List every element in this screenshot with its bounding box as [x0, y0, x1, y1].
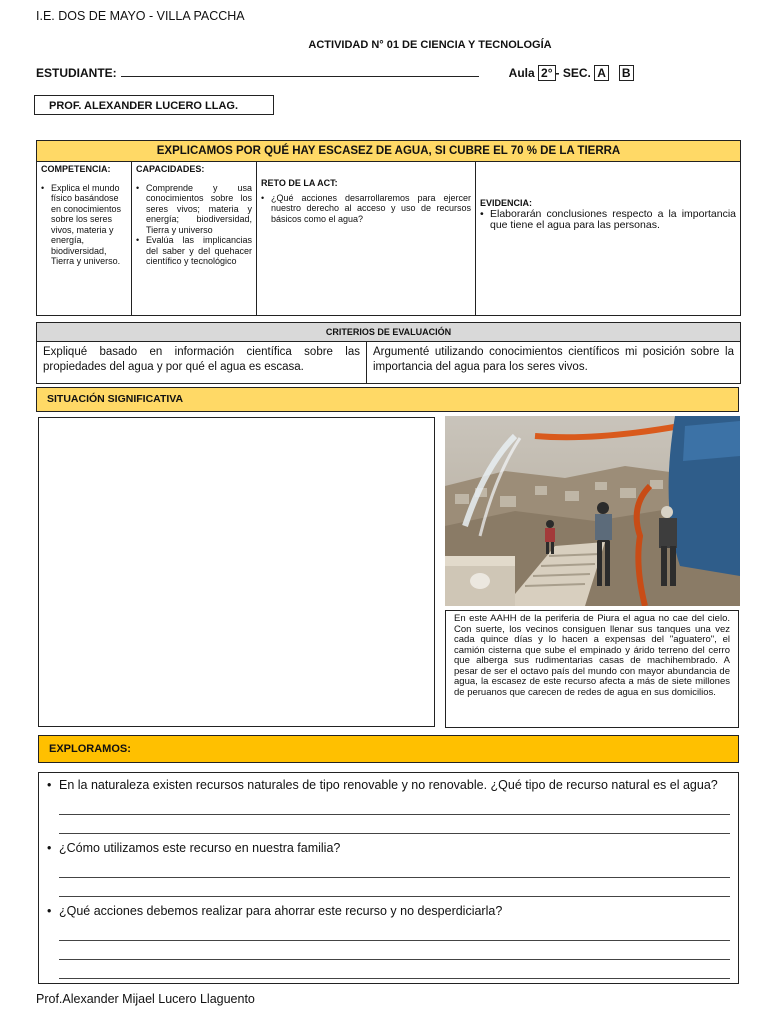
student-row — [36, 64, 636, 81]
answer-line[interactable] — [59, 796, 730, 815]
section-b-box[interactable]: B — [619, 65, 634, 81]
footer-author: Prof.Alexander Mijael Lucero Llaguento — [36, 992, 255, 1006]
evidencia-item: • Elaborarán conclusiones respecto a la importancia que tiene el agua para las personas. — [488, 209, 736, 231]
answer-line[interactable] — [59, 859, 730, 878]
question-block — [47, 840, 730, 897]
activity-title: ACTIVIDAD N° 01 DE CIENCIA Y TECNOLOGÍA — [308, 39, 552, 51]
sec-label: - SEC. — [555, 66, 591, 80]
question-item: • ¿Qué acciones debemos realizar para ahorrar este recurso y no desperdiciarla? — [47, 903, 730, 920]
capacidad-item: • Evalúa las implicancias del saber y del quehacer científico y tecnológico — [144, 235, 252, 267]
reto-header: RETO DE LA ACT: — [261, 178, 338, 188]
photo-caption: En este AAHH de la periferia de Piura el agua no cae del cielo. Con suerte, los vecinos consiguen llenar sus tanques una vez cada quince días y lo hacen a expensas del "aguatero", el camión cisterna que sube el empinado y árido terreno del cerro que alberga sus rudimentarias casas de machihembrado. A pesar de ser el octavo país del mundo con mayor abundancia de agua, la escasez de este recurso afecta a más de siete millones de peruanos que carecen de redes de agua en sus domicilios. — [445, 610, 739, 728]
exploramos-header: EXPLORAMOS: — [38, 735, 739, 763]
criterion-left: Expliqué basado en información científica sobre las propiedades del agua y por qué el agua es escasa. — [37, 342, 367, 384]
reto-item: • ¿Qué acciones desarrollaremos para ejercer nuestro derecho al acceso y uso de recursos básicos como el agua? — [269, 193, 471, 225]
situacion-header: SITUACIÓN SIGNIFICATIVA — [36, 387, 739, 412]
evidencia-column — [476, 162, 740, 316]
activity-table-title: EXPLICAMOS POR QUÉ HAY ESCASEZ DE AGUA, SI CUBRE EL 70 % DE LA TIERRA — [37, 141, 740, 162]
competencia-header: COMPETENCIA: — [41, 164, 111, 174]
competencia-column — [37, 162, 132, 316]
question-block — [47, 777, 730, 834]
teacher-box: PROF. ALEXANDER LUCERO LLAG. — [34, 95, 274, 115]
capacidades-column — [132, 162, 257, 316]
criteria-title: CRITERIOS DE EVALUACIÓN — [37, 323, 740, 342]
aula-value: 2° — [538, 65, 555, 81]
water-truck-photo — [445, 416, 740, 606]
questions-box — [38, 772, 739, 984]
capacidades-header: CAPACIDADES: — [136, 164, 205, 174]
question-item: • En la naturaleza existen recursos naturales de tipo renovable y no renovable. ¿Qué tipo de recurso natural es el agua? — [47, 777, 730, 794]
answer-line[interactable] — [59, 878, 730, 897]
school-name: I.E. DOS DE MAYO - VILLA PACCHA — [36, 9, 245, 23]
answer-line[interactable] — [59, 941, 730, 960]
student-label: ESTUDIANTE: — [36, 66, 117, 80]
evidencia-header: EVIDENCIA: — [480, 198, 533, 208]
criterion-right: Argumenté utilizando conocimientos científicos mi posición sobre la importancia del agua para los seres vivos. — [373, 346, 734, 373]
competencia-item: • Explica el mundo físico basándose en conocimientos sobre los seres vivos, materia y energía, biodiversidad, Tierra y universo. — [49, 183, 127, 267]
aula-label: Aula — [508, 66, 535, 80]
answer-line[interactable] — [59, 960, 730, 979]
question-block — [47, 903, 730, 979]
reto-column — [257, 162, 476, 316]
capacidad-item: • Comprende y usa conocimientos sobre los seres vivos; materia y energía; biodiversidad, Tierra y universo — [144, 183, 252, 236]
answer-line[interactable] — [59, 815, 730, 834]
criteria-table — [36, 322, 741, 384]
answer-line[interactable] — [59, 922, 730, 941]
student-name-field[interactable] — [121, 64, 479, 77]
situation-writing-box[interactable] — [38, 417, 435, 727]
activity-table — [36, 140, 741, 316]
question-item: • ¿Cómo utilizamos este recurso en nuestra familia? — [47, 840, 730, 857]
section-a-box[interactable]: A — [594, 65, 609, 81]
